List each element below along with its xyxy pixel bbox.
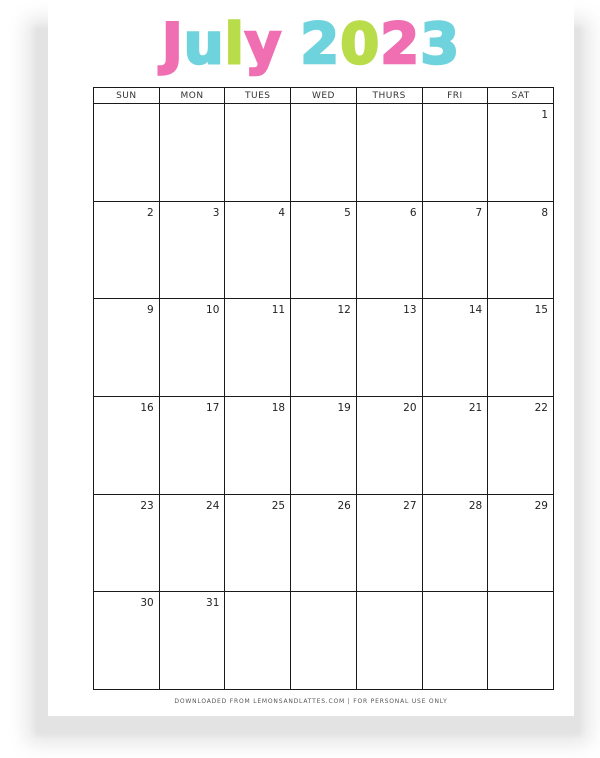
title-month: July bbox=[161, 11, 283, 77]
day-cell bbox=[291, 396, 357, 494]
day-number: 5 bbox=[344, 206, 351, 219]
weekday-tues: TUES bbox=[225, 88, 291, 104]
day-number: 23 bbox=[140, 499, 154, 512]
day-number bbox=[291, 592, 356, 597]
day-cell bbox=[356, 592, 422, 690]
calendar-page bbox=[48, 0, 574, 716]
day-number: 22 bbox=[534, 401, 548, 414]
day-number bbox=[160, 104, 225, 109]
day-number: 31 bbox=[206, 597, 220, 610]
week-row bbox=[94, 104, 554, 202]
day-cell bbox=[356, 494, 422, 592]
day-cell bbox=[422, 592, 488, 690]
day-cell bbox=[356, 299, 422, 397]
day-cell bbox=[159, 592, 225, 690]
day-cell bbox=[94, 299, 160, 397]
day-number: 30 bbox=[140, 597, 154, 610]
day-cell bbox=[488, 494, 554, 592]
weekday-fri: FRI bbox=[422, 88, 488, 104]
day-number: 21 bbox=[468, 401, 483, 414]
day-number: 13 bbox=[403, 304, 417, 317]
day-cell bbox=[225, 592, 291, 690]
calendar-grid bbox=[93, 87, 554, 690]
day-cell bbox=[356, 201, 422, 299]
week-row bbox=[94, 396, 554, 494]
day-cell bbox=[225, 299, 291, 397]
day-cell bbox=[225, 494, 291, 592]
day-cell bbox=[225, 104, 291, 202]
day-number: 4 bbox=[278, 206, 286, 219]
weekday-thurs: THURS bbox=[356, 88, 422, 104]
day-cell bbox=[291, 592, 357, 690]
day-cell bbox=[356, 396, 422, 494]
day-cell bbox=[422, 201, 488, 299]
weekday-mon: MON bbox=[159, 88, 225, 104]
day-cell bbox=[488, 592, 554, 690]
day-number: 20 bbox=[403, 401, 417, 414]
day-cell bbox=[422, 299, 488, 397]
day-number: 19 bbox=[337, 401, 351, 414]
day-cell bbox=[422, 396, 488, 494]
day-number: 27 bbox=[403, 499, 417, 512]
day-cell bbox=[488, 201, 554, 299]
day-cell bbox=[94, 396, 160, 494]
day-number: 26 bbox=[337, 499, 351, 512]
day-cell bbox=[94, 201, 160, 299]
day-number bbox=[488, 592, 553, 597]
day-number bbox=[423, 592, 488, 597]
day-number: 10 bbox=[206, 304, 220, 317]
day-cell bbox=[488, 396, 554, 494]
day-number: 16 bbox=[140, 401, 154, 414]
day-number: 8 bbox=[541, 206, 548, 219]
week-row bbox=[94, 494, 554, 592]
day-cell bbox=[94, 104, 160, 202]
day-number: 25 bbox=[271, 499, 286, 512]
day-number: 6 bbox=[409, 206, 417, 219]
day-cell bbox=[159, 494, 225, 592]
day-number bbox=[225, 104, 290, 109]
weekday-wed: WED bbox=[291, 88, 357, 104]
day-number: 2 bbox=[147, 206, 154, 219]
day-number: 29 bbox=[534, 499, 548, 512]
day-cell bbox=[225, 201, 291, 299]
day-cell bbox=[488, 299, 554, 397]
day-cell bbox=[159, 396, 225, 494]
day-number: 15 bbox=[534, 304, 548, 317]
day-cell bbox=[159, 104, 225, 202]
day-cell bbox=[291, 299, 357, 397]
day-number: 9 bbox=[147, 304, 154, 317]
day-number bbox=[357, 104, 422, 109]
page-title bbox=[48, 6, 574, 82]
week-row bbox=[94, 201, 554, 299]
day-cell bbox=[422, 104, 488, 202]
day-number: 17 bbox=[206, 401, 220, 414]
weekday-header-row bbox=[94, 88, 554, 104]
day-number: 7 bbox=[475, 206, 483, 219]
day-number: 18 bbox=[271, 401, 286, 414]
day-cell bbox=[225, 396, 291, 494]
day-cell bbox=[422, 494, 488, 592]
day-number: 12 bbox=[337, 304, 351, 317]
day-cell bbox=[159, 299, 225, 397]
day-number: 1 bbox=[541, 109, 548, 121]
footer-note: DOWNLOADED FROM LEMONSANDLATTES.COM | FOR PERSONAL USE ONLY bbox=[174, 698, 448, 705]
day-number: 3 bbox=[212, 206, 220, 219]
weekday-sun: SUN bbox=[94, 88, 160, 104]
day-number bbox=[423, 104, 488, 109]
day-number: 11 bbox=[271, 304, 286, 317]
day-cell bbox=[291, 494, 357, 592]
day-number: 14 bbox=[468, 304, 483, 317]
day-number bbox=[94, 104, 159, 109]
day-number: 28 bbox=[468, 499, 483, 512]
day-number bbox=[357, 592, 422, 597]
day-cell bbox=[94, 494, 160, 592]
day-cell bbox=[488, 104, 554, 202]
day-number: 24 bbox=[206, 499, 220, 512]
day-cell bbox=[159, 201, 225, 299]
day-cell bbox=[356, 104, 422, 202]
title-year: 2023 bbox=[300, 11, 461, 77]
day-number bbox=[291, 104, 356, 109]
weekday-sat: SAT bbox=[488, 88, 554, 104]
day-cell bbox=[291, 104, 357, 202]
week-row bbox=[94, 592, 554, 690]
day-cell bbox=[291, 201, 357, 299]
week-row bbox=[94, 299, 554, 397]
day-number bbox=[225, 592, 290, 597]
day-cell bbox=[94, 592, 160, 690]
